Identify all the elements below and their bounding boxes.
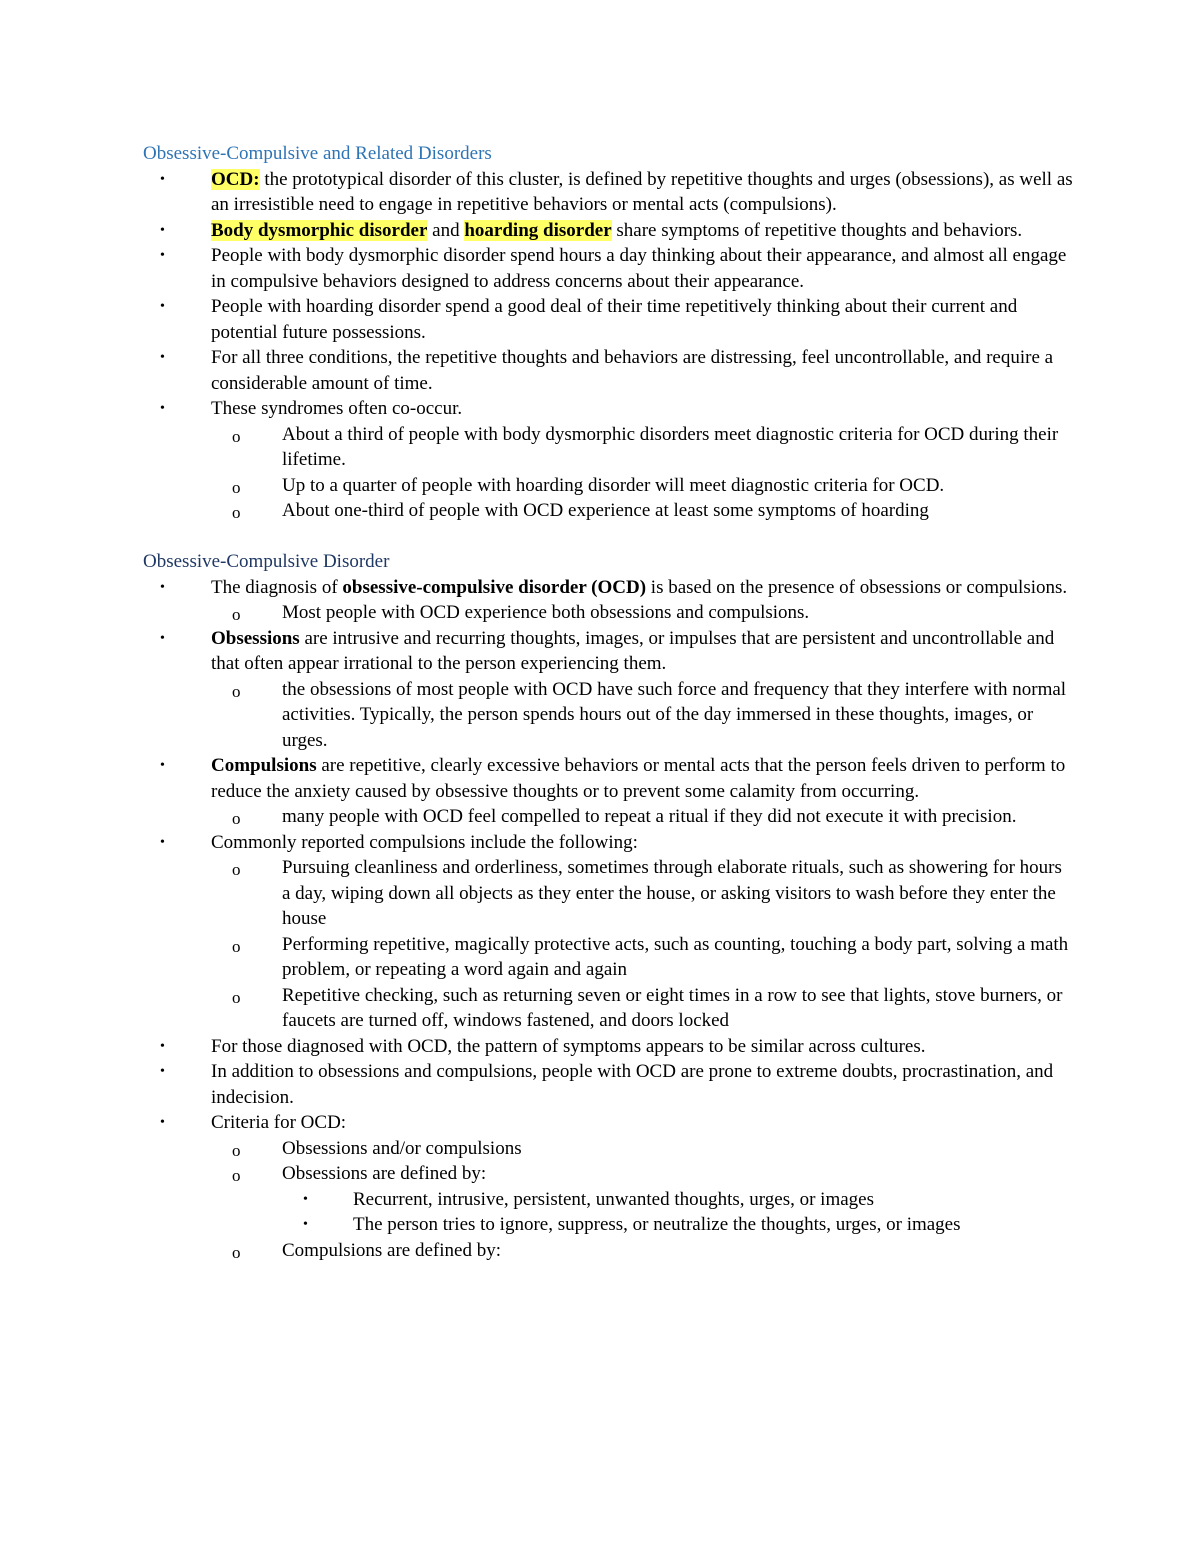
bullet-icon: • bbox=[160, 1115, 165, 1130]
bullet-icon: • bbox=[160, 299, 165, 314]
sub-sub-list-item bbox=[143, 1187, 1073, 1213]
circle-bullet-icon: o bbox=[232, 503, 241, 522]
sub-list-item bbox=[143, 473, 1073, 499]
item-text: People with hoarding disorder spend a good deal of their time repetitively thinking about their current and potential future possessions. bbox=[211, 296, 1018, 343]
sub-list-item bbox=[143, 932, 1073, 983]
item-text: The person tries to ignore, suppress, or neutralize the thoughts, urges, or images bbox=[353, 1214, 961, 1235]
bullet-icon: • bbox=[160, 1064, 165, 1079]
item-text: the prototypical disorder of this cluster, is defined by repetitive thoughts and urges (obsessions), as well as an irresistible need to engage in repetitive behaviors or mental acts (compulsions). bbox=[211, 168, 1073, 215]
list-item bbox=[143, 830, 1073, 856]
sub-list-item bbox=[143, 677, 1073, 754]
sub-list-item bbox=[143, 422, 1073, 473]
bullet-icon: • bbox=[160, 758, 165, 773]
item-text: People with body dysmorphic disorder spend hours a day thinking about their appearance, and almost all engage in compulsive behaviors designed to address concerns about their appearance. bbox=[211, 245, 1067, 292]
list-item bbox=[143, 1034, 1073, 1060]
item-text: share symptoms of repetitive thoughts and behaviors. bbox=[611, 219, 1023, 241]
item-text: many people with OCD feel compelled to repeat a ritual if they did not execute it with precision. bbox=[282, 806, 1017, 827]
bullet-list bbox=[143, 575, 1073, 1264]
circle-bullet-icon: o bbox=[232, 681, 241, 701]
bullet-icon: • bbox=[303, 1191, 308, 1207]
item-text: and bbox=[427, 219, 465, 241]
sub-list-item bbox=[143, 1161, 1073, 1187]
item-text: About one-third of people with OCD experience at least some symptoms of hoarding bbox=[282, 500, 929, 521]
document-body bbox=[143, 141, 1073, 1263]
item-text: Performing repetitive, magically protective acts, such as counting, touching a body part, solving a math problem, or repeating a word again and again bbox=[282, 933, 1069, 980]
highlighted-term: Body dysmorphic disorder bbox=[211, 219, 428, 241]
highlighted-term: OCD: bbox=[211, 168, 260, 190]
list-item bbox=[143, 345, 1073, 396]
item-text: Pursuing cleanliness and orderliness, sometimes through elaborate rituals, such as showering for hours a day, wiping down all objects as they enter the house, or asking visitors to wash before they enter the house bbox=[282, 857, 1062, 929]
sub-list-item bbox=[143, 804, 1073, 830]
bullet-list bbox=[143, 167, 1073, 524]
bullet-icon: • bbox=[160, 834, 165, 850]
item-text: For those diagnosed with OCD, the pattern of symptoms appears to be similar across cultures. bbox=[211, 1035, 926, 1057]
circle-bullet-icon: o bbox=[232, 1166, 241, 1185]
bold-term: Obsessions bbox=[211, 627, 300, 649]
sub-list-item bbox=[143, 855, 1073, 932]
item-text: is based on the presence of obsessions or compulsions. bbox=[646, 576, 1068, 598]
item-text: Repetitive checking, such as returning seven or eight times in a row to see that lights, stove burners, or faucets are turned off, windows fastened, and doors locked bbox=[282, 984, 1063, 1031]
list-item bbox=[143, 294, 1073, 345]
circle-bullet-icon: o bbox=[232, 1140, 241, 1160]
list-item bbox=[143, 575, 1073, 601]
sub-list-item bbox=[143, 1136, 1073, 1162]
bullet-icon: • bbox=[160, 630, 165, 646]
circle-bullet-icon: o bbox=[232, 936, 241, 956]
item-text: About a third of people with body dysmorphic disorders meet diagnostic criteria for OCD during their lifetime. bbox=[282, 423, 1059, 470]
list-item bbox=[143, 396, 1073, 422]
sub-list-item bbox=[143, 600, 1073, 626]
bullet-icon: • bbox=[160, 1038, 165, 1054]
circle-bullet-icon: o bbox=[232, 426, 241, 446]
item-text: The diagnosis of bbox=[211, 576, 343, 598]
item-text: Commonly reported compulsions include the following: bbox=[211, 831, 638, 853]
circle-bullet-icon: o bbox=[232, 605, 241, 624]
list-item bbox=[143, 218, 1073, 244]
list-item bbox=[143, 753, 1073, 804]
item-text: are intrusive and recurring thoughts, images, or impulses that are persistent and uncontrollable and that often appear irrational to the person experiencing them. bbox=[211, 627, 1055, 674]
bullet-icon: • bbox=[160, 350, 165, 365]
item-text: Most people with OCD experience both obsessions and compulsions. bbox=[282, 602, 810, 623]
item-text: Compulsions are defined by: bbox=[282, 1239, 501, 1261]
bullet-icon: • bbox=[160, 222, 165, 238]
circle-bullet-icon: o bbox=[232, 1242, 241, 1262]
item-text: are repetitive, clearly excessive behaviors or mental acts that the person feels driven to perform to reduce the anxiety caused by obsessive thoughts or to prevent some calamity from occurring. bbox=[211, 755, 1066, 802]
item-text: the obsessions of most people with OCD have such force and frequency that they interfere with normal activities. Typically, the person spends hours out of the day immersed in these thoughts, images, or urges. bbox=[282, 678, 1067, 751]
item-text: For all three conditions, the repetitive thoughts and behaviors are distressing, feel uncontrollable, and require a considerable amount of time. bbox=[211, 347, 1054, 394]
item-text: Obsessions are defined by: bbox=[282, 1163, 487, 1184]
section-heading: Obsessive-Compulsive and Related Disorders bbox=[143, 143, 492, 164]
item-text: In addition to obsessions and compulsions, people with OCD are prone to extreme doubts, procrastination, and indecision. bbox=[211, 1061, 1054, 1108]
item-text: These syndromes often co-occur. bbox=[211, 398, 463, 419]
list-item bbox=[143, 167, 1073, 218]
sub-list-item bbox=[143, 498, 1073, 524]
circle-bullet-icon: o bbox=[232, 860, 241, 879]
item-text: Up to a quarter of people with hoarding disorder will meet diagnostic criteria for OCD. bbox=[282, 474, 945, 496]
spacer bbox=[143, 524, 1073, 550]
list-item bbox=[143, 1110, 1073, 1136]
bullet-icon: • bbox=[160, 579, 165, 595]
list-item bbox=[143, 243, 1073, 294]
highlighted-term: hoarding disorder bbox=[464, 219, 612, 241]
circle-bullet-icon: o bbox=[232, 809, 241, 828]
sub-list-item bbox=[143, 983, 1073, 1034]
bullet-icon: • bbox=[303, 1217, 308, 1232]
bullet-icon: • bbox=[160, 401, 165, 416]
sub-list-item bbox=[143, 1238, 1073, 1264]
circle-bullet-icon: o bbox=[232, 477, 241, 497]
list-item bbox=[143, 626, 1073, 677]
item-text: Recurrent, intrusive, persistent, unwanted thoughts, urges, or images bbox=[353, 1188, 874, 1210]
sub-sub-list-item bbox=[143, 1212, 1073, 1238]
bullet-icon: • bbox=[160, 171, 165, 187]
bold-term: obsessive-compulsive disorder (OCD) bbox=[342, 576, 647, 598]
item-text: Criteria for OCD: bbox=[211, 1112, 347, 1133]
bold-term: Compulsions bbox=[211, 755, 317, 776]
list-item bbox=[143, 1059, 1073, 1110]
item-text: Obsessions and/or compulsions bbox=[282, 1137, 522, 1159]
bullet-icon: • bbox=[160, 248, 165, 263]
circle-bullet-icon: o bbox=[232, 987, 241, 1007]
section-heading: Obsessive-Compulsive Disorder bbox=[143, 551, 390, 572]
